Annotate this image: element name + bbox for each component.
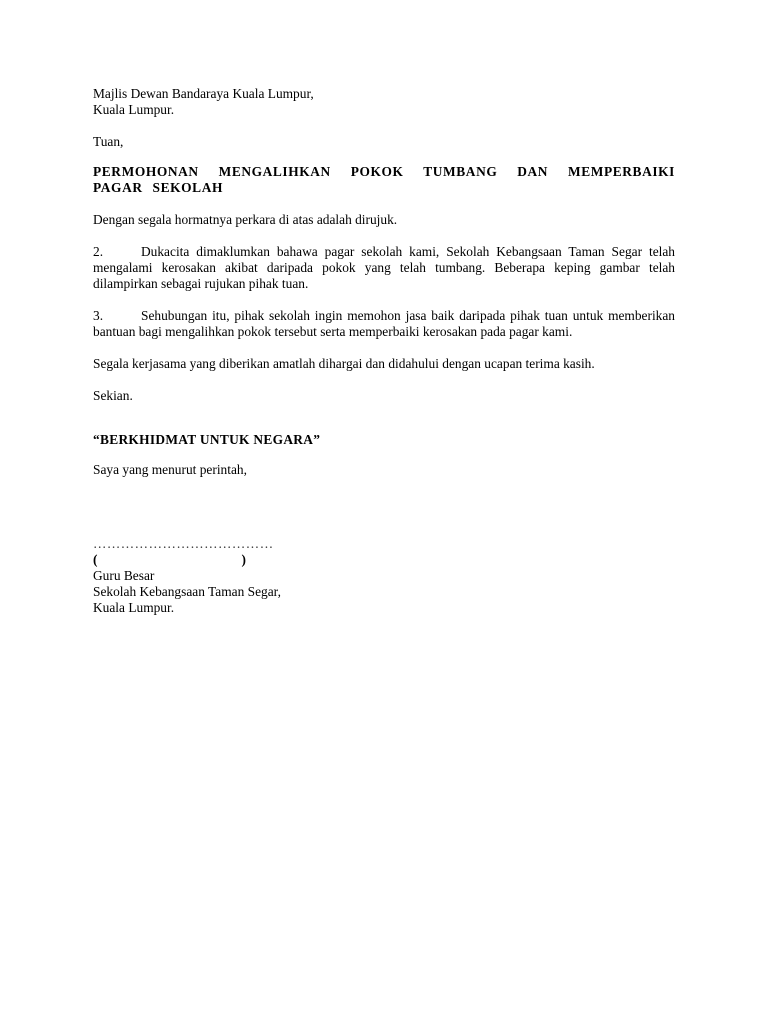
signature-name-placeholder — [93, 552, 675, 568]
close-parenthesis: ) — [241, 552, 246, 567]
recipient-address — [93, 86, 675, 118]
paragraph-3 — [93, 308, 675, 340]
salutation: Tuan, — [93, 134, 124, 149]
closing-note: Segala kerjasama yang diberikan amatlah dihargai dan didahului dengan ucapan terima kasih. — [93, 356, 595, 371]
obedience-line: Saya yang menurut perintah, — [93, 462, 247, 477]
paragraph-2 — [93, 244, 675, 292]
letter-subject: PERMOHONAN MENGALIHKAN POKOK TUMBANG DAN MEMPERBAIKI PAGAR SEKOLAH — [93, 164, 675, 195]
recipient-name: Majlis Dewan Bandaraya Kuala Lumpur, — [93, 86, 314, 101]
signatory-school: Sekolah Kebangsaan Taman Segar, — [93, 584, 281, 599]
motto: “BERKHIDMAT UNTUK NEGARA” — [93, 432, 321, 447]
recipient-city: Kuala Lumpur. — [93, 102, 175, 117]
paragraph-text: Dukacita dimaklumkan bahawa pagar sekolah kami, Sekolah Kebangsaan Taman Segar telah mengalami kerosakan akibat daripada pokok yang telah tumbang. Beberapa keping gambar telah dilampirkan sebagai rujukan pihak tuan. — [93, 244, 675, 291]
signatory-city: Kuala Lumpur. — [93, 600, 175, 615]
signature-block — [93, 536, 675, 616]
signature-dotted-line: ………………………………… — [93, 536, 274, 551]
paragraph-text: Sehubungan itu, pihak sekolah ingin memohon jasa baik daripada pihak tuan untuk memberikan bantuan bagi mengalihkan pokok tersebut serta memperbaiki kerosakan pada pagar kami. — [93, 308, 675, 339]
opening-line: Dengan segala hormatnya perkara di atas adalah dirujuk. — [93, 212, 398, 227]
paragraph-number: 3. — [93, 308, 104, 323]
open-parenthesis: ( — [93, 552, 98, 567]
paragraph-number: 2. — [93, 244, 104, 259]
letter-body — [93, 86, 675, 616]
signatory-title: Guru Besar — [93, 568, 155, 583]
sign-off: Sekian. — [93, 388, 133, 403]
